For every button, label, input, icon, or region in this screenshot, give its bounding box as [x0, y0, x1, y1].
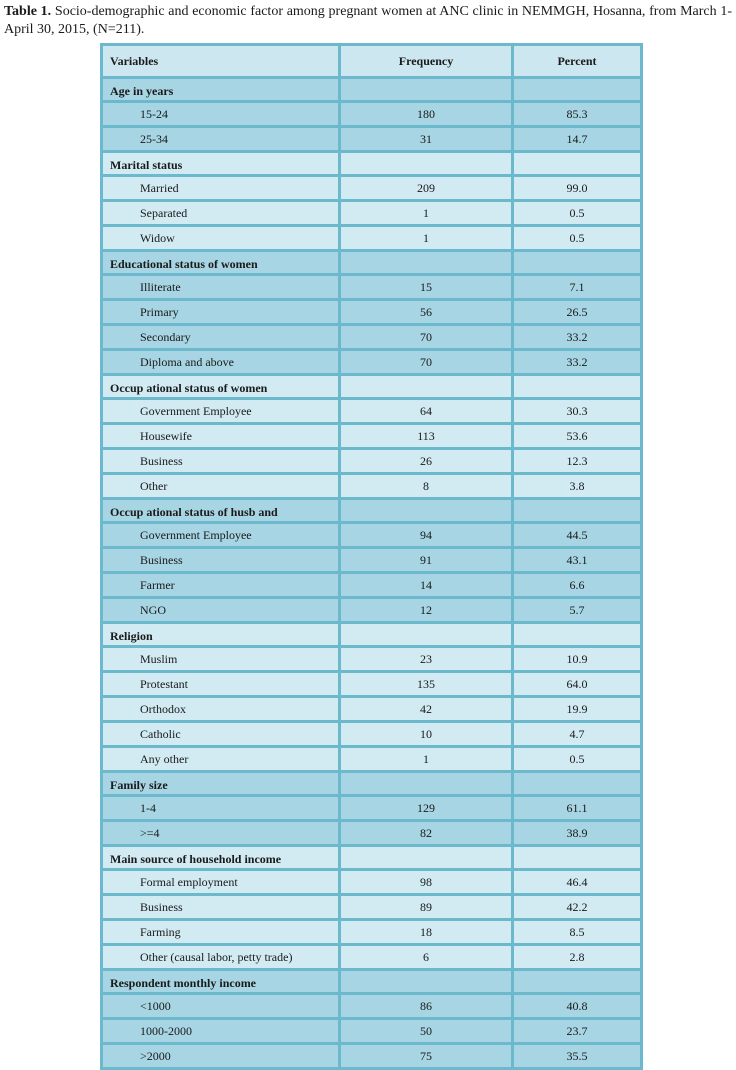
- row-frequency: 129: [340, 796, 513, 821]
- row-percent: 43.1: [513, 548, 642, 573]
- row-label: Other: [102, 474, 340, 499]
- group-title: Occup ational status of husb and: [102, 499, 340, 523]
- row-label: 25-34: [102, 127, 340, 152]
- row-frequency: 94: [340, 523, 513, 548]
- variable-group: [102, 970, 642, 1069]
- row-percent: 85.3: [513, 102, 642, 127]
- row-frequency: 10: [340, 722, 513, 747]
- group-percent-empty: [513, 970, 642, 994]
- table-row: [102, 598, 642, 623]
- group-header-row: [102, 623, 642, 647]
- group-header-row: [102, 846, 642, 870]
- table-row: [102, 474, 642, 499]
- row-frequency: 86: [340, 994, 513, 1019]
- table-row: [102, 275, 642, 300]
- row-label: Orthodox: [102, 697, 340, 722]
- row-percent: 6.6: [513, 573, 642, 598]
- row-frequency: 23: [340, 647, 513, 672]
- group-frequency-empty: [340, 152, 513, 176]
- row-frequency: 89: [340, 895, 513, 920]
- group-header-row: [102, 772, 642, 796]
- row-label: Widow: [102, 226, 340, 251]
- row-frequency: 70: [340, 325, 513, 350]
- row-label: 1000-2000: [102, 1019, 340, 1044]
- row-frequency: 135: [340, 672, 513, 697]
- group-percent-empty: [513, 152, 642, 176]
- table-row: [102, 697, 642, 722]
- group-percent-empty: [513, 375, 642, 399]
- row-frequency: 1: [340, 201, 513, 226]
- row-frequency: 56: [340, 300, 513, 325]
- row-percent: 3.8: [513, 474, 642, 499]
- row-percent: 42.2: [513, 895, 642, 920]
- row-label: 15-24: [102, 102, 340, 127]
- variable-group: [102, 499, 642, 623]
- row-percent: 99.0: [513, 176, 642, 201]
- table-row: [102, 399, 642, 424]
- row-percent: 14.7: [513, 127, 642, 152]
- variable-group: [102, 78, 642, 152]
- group-header-row: [102, 375, 642, 399]
- table-caption: [4, 3, 732, 39]
- row-frequency: 64: [340, 399, 513, 424]
- row-label: Catholic: [102, 722, 340, 747]
- row-frequency: 18: [340, 920, 513, 945]
- row-percent: 4.7: [513, 722, 642, 747]
- row-label: >2000: [102, 1044, 340, 1069]
- group-frequency-empty: [340, 772, 513, 796]
- row-label: NGO: [102, 598, 340, 623]
- row-label: Farming: [102, 920, 340, 945]
- row-frequency: 113: [340, 424, 513, 449]
- group-frequency-empty: [340, 78, 513, 102]
- group-frequency-empty: [340, 375, 513, 399]
- row-percent: 2.8: [513, 945, 642, 970]
- row-label: Formal employment: [102, 870, 340, 895]
- variable-group: [102, 152, 642, 251]
- row-frequency: 91: [340, 548, 513, 573]
- table-row: [102, 647, 642, 672]
- row-percent: 19.9: [513, 697, 642, 722]
- row-percent: 5.7: [513, 598, 642, 623]
- row-frequency: 26: [340, 449, 513, 474]
- header-percent: Percent: [513, 45, 642, 78]
- caption-label: Table 1.: [4, 4, 52, 19]
- table-row: [102, 523, 642, 548]
- table-row: [102, 994, 642, 1019]
- group-title: Religion: [102, 623, 340, 647]
- row-label: Business: [102, 895, 340, 920]
- table-row: [102, 1044, 642, 1069]
- table-row: [102, 102, 642, 127]
- row-frequency: 8: [340, 474, 513, 499]
- group-percent-empty: [513, 78, 642, 102]
- header-row: [102, 45, 642, 78]
- row-frequency: 14: [340, 573, 513, 598]
- group-frequency-empty: [340, 846, 513, 870]
- group-frequency-empty: [340, 970, 513, 994]
- group-percent-empty: [513, 623, 642, 647]
- table-row: [102, 449, 642, 474]
- row-label: >=4: [102, 821, 340, 846]
- row-label: <1000: [102, 994, 340, 1019]
- row-percent: 0.5: [513, 201, 642, 226]
- row-frequency: 42: [340, 697, 513, 722]
- row-frequency: 1: [340, 747, 513, 772]
- row-frequency: 12: [340, 598, 513, 623]
- socio-demographic-table: [100, 43, 643, 1070]
- caption-text: Socio-demographic and economic factor among pregnant women at ANC clinic in NEMMGH, Hosanna, from March 1-April 30, 2015, (N=211).: [4, 4, 733, 37]
- table-row: [102, 300, 642, 325]
- row-percent: 33.2: [513, 325, 642, 350]
- row-label: 1-4: [102, 796, 340, 821]
- table-row: [102, 325, 642, 350]
- variable-group: [102, 846, 642, 970]
- group-title: Marital status: [102, 152, 340, 176]
- group-title: Occup ational status of women: [102, 375, 340, 399]
- group-title: Respondent monthly income: [102, 970, 340, 994]
- group-percent-empty: [513, 846, 642, 870]
- group-header-row: [102, 970, 642, 994]
- row-label: Any other: [102, 747, 340, 772]
- row-percent: 10.9: [513, 647, 642, 672]
- row-percent: 61.1: [513, 796, 642, 821]
- row-label: Business: [102, 548, 340, 573]
- variable-group: [102, 623, 642, 772]
- table-row: [102, 796, 642, 821]
- row-label: Secondary: [102, 325, 340, 350]
- row-label: Other (causal labor, petty trade): [102, 945, 340, 970]
- group-percent-empty: [513, 251, 642, 275]
- row-percent: 0.5: [513, 226, 642, 251]
- group-percent-empty: [513, 499, 642, 523]
- row-percent: 23.7: [513, 1019, 642, 1044]
- table-row: [102, 722, 642, 747]
- table-row: [102, 573, 642, 598]
- header-frequency: Frequency: [340, 45, 513, 78]
- row-percent: 40.8: [513, 994, 642, 1019]
- row-percent: 33.2: [513, 350, 642, 375]
- row-percent: 0.5: [513, 747, 642, 772]
- row-label: Business: [102, 449, 340, 474]
- row-frequency: 82: [340, 821, 513, 846]
- table-row: [102, 1019, 642, 1044]
- table-row: [102, 895, 642, 920]
- row-label: Government Employee: [102, 523, 340, 548]
- variable-group: [102, 772, 642, 846]
- row-label: Married: [102, 176, 340, 201]
- row-percent: 12.3: [513, 449, 642, 474]
- table-row: [102, 201, 642, 226]
- group-title: Main source of household income: [102, 846, 340, 870]
- variable-group: [102, 375, 642, 499]
- row-percent: 46.4: [513, 870, 642, 895]
- group-frequency-empty: [340, 251, 513, 275]
- group-title: Family size: [102, 772, 340, 796]
- row-percent: 64.0: [513, 672, 642, 697]
- row-frequency: 180: [340, 102, 513, 127]
- row-frequency: 15: [340, 275, 513, 300]
- group-header-row: [102, 499, 642, 523]
- table-row: [102, 424, 642, 449]
- group-header-row: [102, 78, 642, 102]
- group-header-row: [102, 152, 642, 176]
- row-frequency: 50: [340, 1019, 513, 1044]
- group-percent-empty: [513, 772, 642, 796]
- row-label: Protestant: [102, 672, 340, 697]
- row-percent: 53.6: [513, 424, 642, 449]
- row-frequency: 6: [340, 945, 513, 970]
- group-header-row: [102, 251, 642, 275]
- row-percent: 7.1: [513, 275, 642, 300]
- table-row: [102, 226, 642, 251]
- row-frequency: 209: [340, 176, 513, 201]
- row-percent: 8.5: [513, 920, 642, 945]
- table-row: [102, 870, 642, 895]
- table-row: [102, 747, 642, 772]
- row-frequency: 31: [340, 127, 513, 152]
- row-label: Farmer: [102, 573, 340, 598]
- table-row: [102, 945, 642, 970]
- row-label: Government Employee: [102, 399, 340, 424]
- table-row: [102, 548, 642, 573]
- group-frequency-empty: [340, 499, 513, 523]
- row-percent: 26.5: [513, 300, 642, 325]
- row-frequency: 1: [340, 226, 513, 251]
- row-label: Diploma and above: [102, 350, 340, 375]
- table-row: [102, 920, 642, 945]
- table-row: [102, 350, 642, 375]
- row-percent: 38.9: [513, 821, 642, 846]
- table-container: [100, 43, 640, 1070]
- row-percent: 44.5: [513, 523, 642, 548]
- row-frequency: 98: [340, 870, 513, 895]
- row-label: Primary: [102, 300, 340, 325]
- header-variables: Variables: [102, 45, 340, 78]
- table-row: [102, 821, 642, 846]
- row-frequency: 70: [340, 350, 513, 375]
- table-row: [102, 176, 642, 201]
- row-frequency: 75: [340, 1044, 513, 1069]
- group-frequency-empty: [340, 623, 513, 647]
- row-label: Housewife: [102, 424, 340, 449]
- row-percent: 30.3: [513, 399, 642, 424]
- row-percent: 35.5: [513, 1044, 642, 1069]
- variable-group: [102, 251, 642, 375]
- group-title: Age in years: [102, 78, 340, 102]
- table-row: [102, 672, 642, 697]
- table-row: [102, 127, 642, 152]
- row-label: Separated: [102, 201, 340, 226]
- row-label: Illiterate: [102, 275, 340, 300]
- group-title: Educational status of women: [102, 251, 340, 275]
- row-label: Muslim: [102, 647, 340, 672]
